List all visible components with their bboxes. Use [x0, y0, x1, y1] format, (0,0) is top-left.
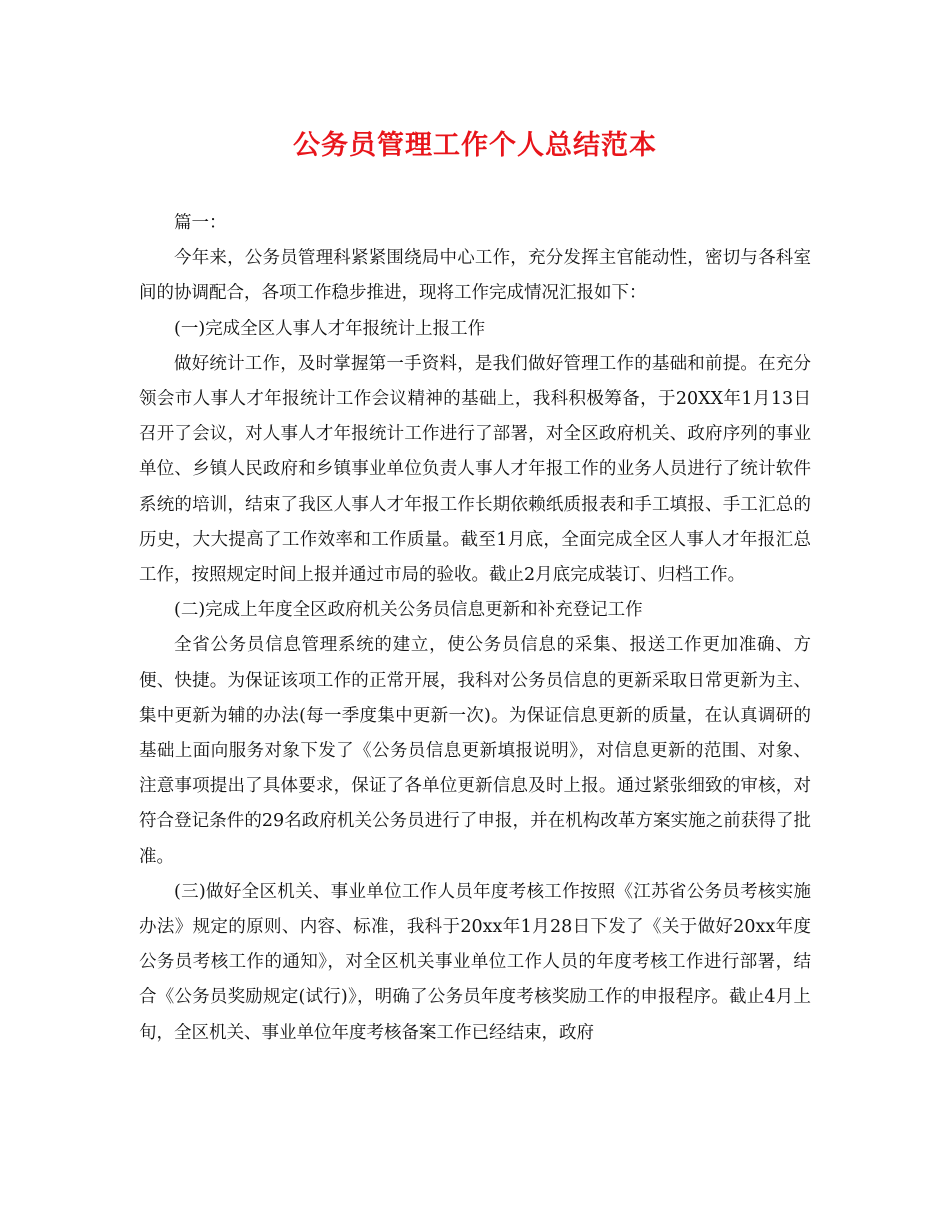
document-body	[139, 206, 811, 1051]
paragraph-heading-1: (一)完成全区人事人才年报统计上报工作	[174, 318, 486, 339]
document-title: 公务员管理工作个人总结范本	[293, 130, 657, 161]
paragraph-section-label: 篇一：	[174, 213, 227, 233]
paragraph-heading-3-body: (三)做好全区机关、事业单位工作人员年度考核工作按照《江苏省公务员考核实施办法》规定的原则、内容、标准，我科于20xx年1月28日下发了《关于做好20xx年度公务员考核工作的通知》，对全区机关事业单位工作人员的年度考核工作进行部署，结合《公务员奖励规定(试行)》，明确了公务员年度考核奖励工作的申报程序。截止4月上旬，全区机关、事业单位年度考核备案工作已经结束，政府	[139, 881, 811, 1043]
paragraph-heading-2: (二)完成上年度全区政府机关公务员信息更新和补充登记工作	[174, 600, 643, 621]
paragraph-body-1: 做好统计工作，及时掌握第一手资料，是我们做好管理工作的基础和前提。在充分领会市人事人才年报统计工作会议精神的基础上，我科积极筹备，于20XX年1月13日召开了会议，对人事人才年报统计工作进行了部署，对全区政府机关、政府序列的事业单位、乡镇人民政府和乡镇事业单位负责人事人才年报工作的业务人员进行了统计软件系统的培训，结束了我区人事人才年报工作长期依赖纸质报表和手工填报、手工汇总的历史，大大提高了工作效率和工作质量。截至1月底，全面完成全区人事人才年报汇总工作，按照规定时间上报并通过市局的验收。截止2月底完成装订、归档工作。	[139, 353, 811, 586]
paragraph-intro: 今年来，公务员管理科紧紧围绕局中心工作，充分发挥主官能动性，密切与各科室间的协调配合，各项工作稳步推进，现将工作完成情况汇报如下：	[139, 248, 811, 304]
paragraph-body-2: 全省公务员信息管理系统的建立，使公务员信息的采集、报送工作更加准确、方便、快捷。为保证该项工作的正常开展，我科对公务员信息的更新采取日常更新为主、集中更新为辅的办法(每一季度集中更新一次)。为保证信息更新的质量，在认真调研的基础上面向服务对象下发了《公务员信息更新填报说明》，对信息更新的范围、对象、注意事项提出了具体要求，保证了各单位更新信息及时上报。通过紧张细致的审核，对符合登记条件的29名政府机关公务员进行了申报，并在机构改革方案实施之前获得了批准。	[139, 635, 811, 867]
